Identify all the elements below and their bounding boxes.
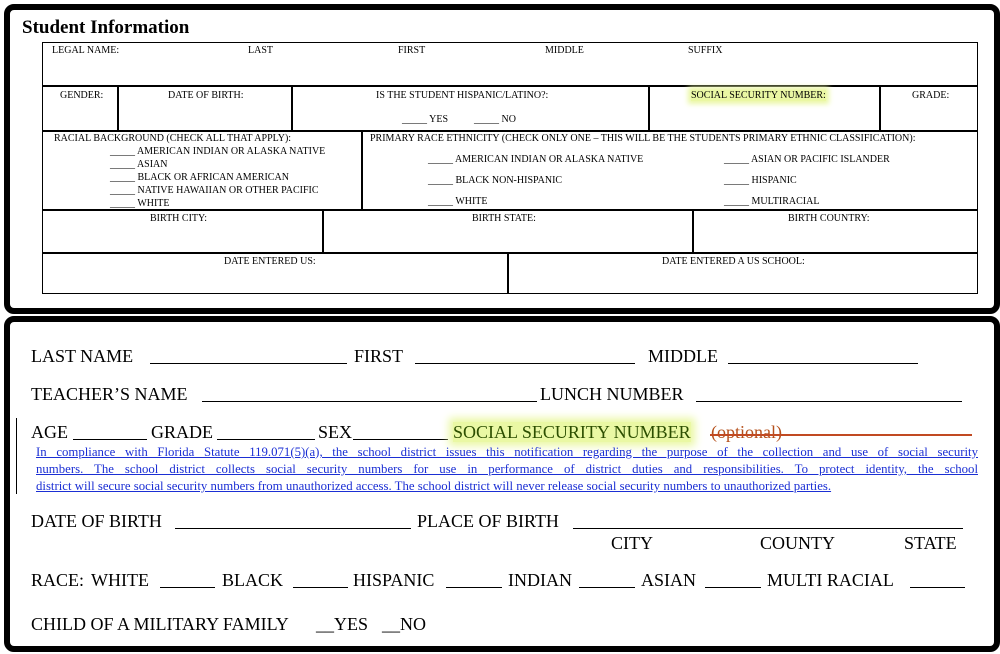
grade-field[interactable] — [217, 439, 315, 440]
ssn-label: SOCIAL SECURITY NUMBER — [453, 422, 691, 442]
middle-name-label: MIDDLE — [545, 45, 584, 56]
notice-line: In compliance with Florida Statute 119.071(5)(a), the school district issues this notification regarding the purpose of the collection and use of social security — [36, 445, 978, 459]
ssn-label: SOCIAL SECURITY NUMBER: — [691, 90, 826, 101]
age-field[interactable] — [73, 439, 147, 440]
military-family-label: CHILD OF A MILITARY FAMILY — [31, 614, 289, 634]
race-option-label: HISPANIC — [353, 570, 435, 590]
last-name-field[interactable] — [150, 363, 347, 364]
military-yes-option[interactable]: __YES — [316, 614, 369, 634]
birth-city-label: BIRTH CITY: — [150, 213, 208, 224]
ssn-privacy-notice — [36, 444, 978, 495]
military-no-option[interactable]: __NO — [382, 614, 426, 634]
race-option-label: ASIAN — [641, 570, 697, 590]
hispanic-question: IS THE STUDENT HISPANIC/LATINO?: — [376, 90, 549, 101]
dob-label: DATE OF BIRTH: — [168, 90, 244, 101]
primary-race-option[interactable]: _____ ASIAN OR PACIFIC ISLANDER — [724, 154, 890, 165]
primary-race-heading: PRIMARY RACE ETHNICITY (CHECK ONLY ONE – THIS WILL BE THE STUDENTS PRIMARY ETHNIC CLASSIFICATION): — [370, 133, 916, 144]
race-option-label: WHITE — [91, 570, 149, 590]
birth-state-label: BIRTH STATE: — [472, 213, 536, 224]
county-caption: COUNTY — [760, 533, 835, 553]
legal-name-label: LEGAL NAME: — [52, 45, 120, 56]
city-caption: CITY — [611, 533, 653, 553]
race-white-field[interactable] — [160, 587, 215, 588]
primary-race-option[interactable]: _____ AMERICAN INDIAN OR ALASKA NATIVE — [428, 154, 644, 165]
middle-name-label: MIDDLE — [648, 346, 718, 366]
birth-country-label: BIRTH COUNTRY: — [788, 213, 870, 224]
lunch-number-label: LUNCH NUMBER — [540, 384, 684, 404]
middle-name-field[interactable] — [728, 363, 918, 364]
primary-race-option[interactable]: _____ WHITE — [428, 196, 488, 207]
place-of-birth-field[interactable] — [573, 528, 963, 529]
race-black-field[interactable] — [293, 587, 348, 588]
first-name-label: FIRST — [398, 45, 426, 56]
panel-title: Student Information — [22, 17, 190, 38]
sex-field[interactable] — [353, 439, 448, 440]
first-name-label: FIRST — [354, 346, 404, 366]
race-asian-field[interactable] — [705, 587, 761, 588]
student-information-panel — [4, 4, 1000, 314]
suffix-label: SUFFIX — [688, 45, 723, 56]
last-name-label: LAST — [248, 45, 273, 56]
race-option-label: MULTI RACIAL — [767, 570, 894, 590]
ssn-field[interactable] — [710, 434, 972, 436]
racial-option[interactable]: _____ AMERICAN INDIAN OR ALASKA NATIVE — [110, 146, 326, 157]
legal-name-cell[interactable] — [42, 42, 978, 86]
student-information-form — [42, 42, 978, 294]
place-of-birth-label: PLACE OF BIRTH — [417, 511, 559, 531]
hispanic-yes-option[interactable]: _____ YES — [402, 114, 449, 125]
racial-option[interactable]: _____ NATIVE HAWAIIAN OR OTHER PACIFIC — [110, 185, 319, 196]
lunch-number-field[interactable] — [696, 401, 962, 402]
racial-background-heading: RACIAL BACKGROUND (CHECK ALL THAT APPLY): — [54, 133, 292, 144]
notice-line: district will secure social security numbers from unauthorized access. The school district will never release social security numbers to unauthorized parties. — [36, 479, 832, 493]
margin-bar — [16, 418, 17, 494]
gender-label: GENDER: — [60, 90, 104, 101]
teacher-name-label: TEACHER’S NAME — [31, 384, 188, 404]
race-hispanic-field[interactable] — [446, 587, 502, 588]
primary-race-option[interactable]: _____ MULTIRACIAL — [724, 196, 820, 207]
date-entered-us-label: DATE ENTERED US: — [224, 256, 316, 267]
dob-field[interactable] — [175, 528, 411, 529]
student-form-panel — [4, 316, 1000, 652]
race-label: RACE: — [31, 570, 85, 590]
primary-race-option[interactable]: _____ BLACK NON-HISPANIC — [428, 175, 563, 186]
race-option-label: INDIAN — [508, 570, 572, 590]
race-option-label: BLACK — [222, 570, 284, 590]
ssn-optional-note: (optional) — [711, 422, 782, 442]
first-name-field[interactable] — [415, 363, 635, 364]
hispanic-no-option: _____ NO — [474, 114, 516, 125]
race-multi-racial-field[interactable] — [910, 587, 965, 588]
race-indian-field[interactable] — [579, 587, 635, 588]
notice-line: numbers. The school district collects social security numbers for use in performance of district duties and responsibilities. To protect identity, the school — [36, 462, 978, 476]
racial-option[interactable]: _____ WHITE — [110, 198, 170, 209]
teacher-name-field[interactable] — [202, 401, 537, 402]
sex-label: SEX — [318, 422, 353, 442]
primary-race-option[interactable]: _____ HISPANIC — [724, 175, 797, 186]
racial-option[interactable]: _____ ASIAN — [110, 159, 168, 170]
dob-label: DATE OF BIRTH — [31, 511, 162, 531]
date-entered-school-label: DATE ENTERED A US SCHOOL: — [662, 256, 805, 267]
racial-option[interactable]: _____ BLACK OR AFRICAN AMERICAN — [110, 172, 289, 183]
state-caption: STATE — [904, 533, 957, 553]
grade-label: GRADE — [151, 422, 213, 442]
age-label: AGE — [31, 422, 68, 442]
last-name-label: LAST NAME — [31, 346, 134, 366]
grade-label: GRADE: — [912, 90, 950, 101]
